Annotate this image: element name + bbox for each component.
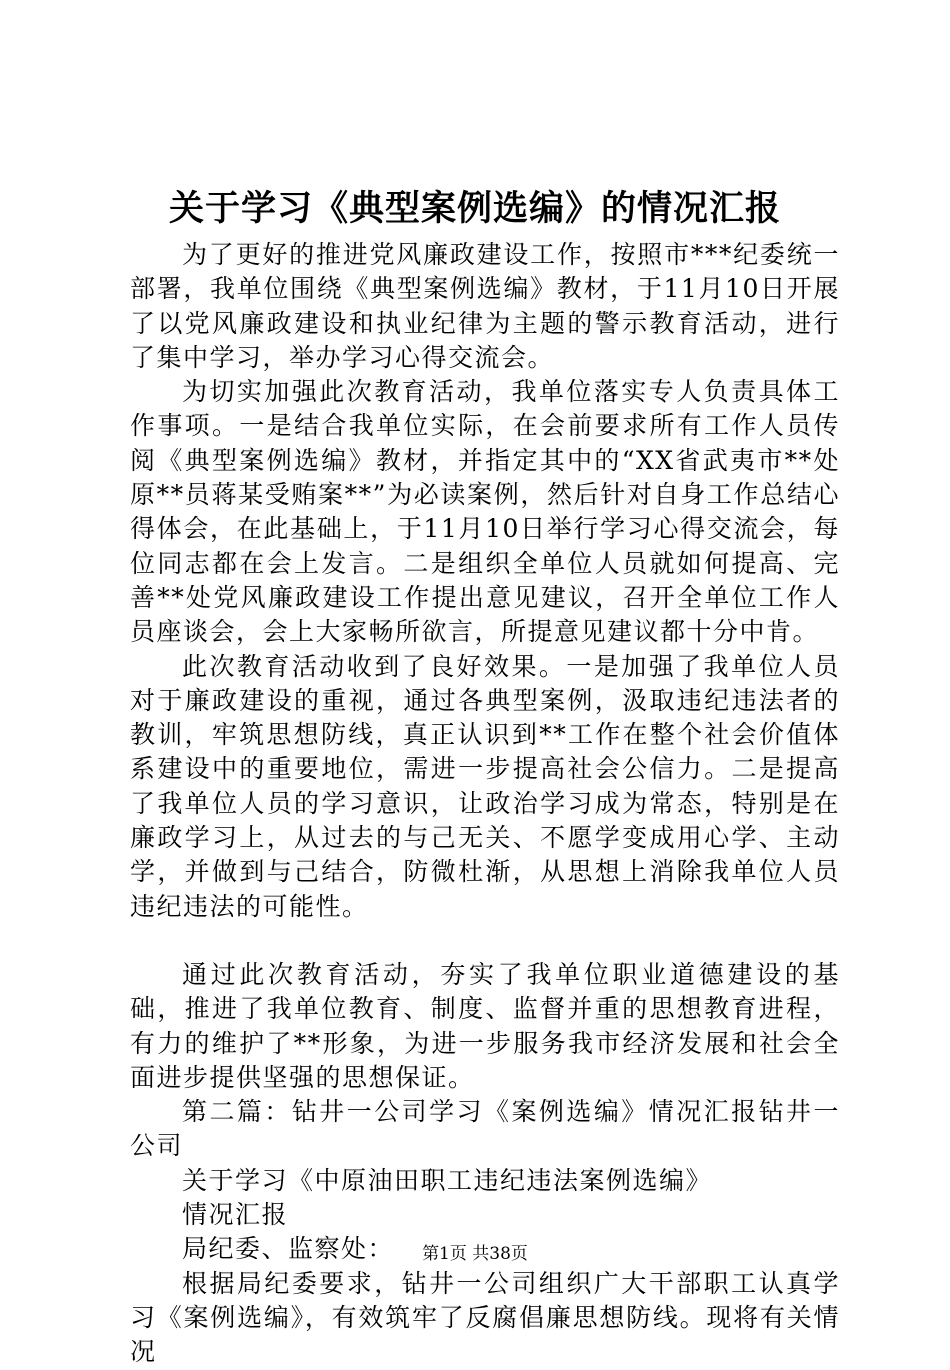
paragraph-results: 此次教育活动收到了良好效果。一是加强了我单位人员对于廉政建设的重视，通过各典型案例，汲取违纪违法者的教训，牢筑思想防线，真正认识到**工作在整个社会价值体系建设中的重要地位，需进一步提高社会公信力。二是提高了我单位人员的学习意识，让政治学习成为常态，特别是在廉政学习上，从过去的与己无关、不愿学变成用心学、主动学，并做到与己结合，防微杜渐，从思想上消除我单位人员违纪违法的可能性。 <box>130 651 840 921</box>
paragraph-second-part-heading: 第二篇：钻井一公司学习《案例选编》情况汇报钻井一公司 <box>130 1097 840 1161</box>
paragraph-report-body: 根据局纪委要求，钻井一公司组织广大干部职工认真学习《案例选编》，有效筑牢了反腐倡廉思想防线。现将有关情况 <box>130 1268 840 1367</box>
page-number-footer: 第1页 共38页 <box>422 1244 528 1264</box>
paragraph-conclusion: 通过此次教育活动，夯实了我单位职业道德建设的基础，推进了我单位教育、制度、监督并重的思想教育进程，有力的维护了**形象，为进一步服务我市经济发展和社会全面进步提供坚强的思想保证。 <box>130 959 840 1092</box>
document-title: 关于学习《典型案例选编》的情况汇报 <box>168 188 781 229</box>
paragraph-report-title-line1: 关于学习《中原油田职工违纪违法案例选编》 <box>182 1165 713 1195</box>
paragraph-report-title-line2: 情况汇报 <box>182 1200 289 1230</box>
paragraph-intro: 为了更好的推进党风廉政建设工作，按照市***纪委统一部署，我单位围绕《典型案例选编》教材，于11月10日开展了以党风廉政建设和执业纪律为主题的警示教育活动，进行了集中学习，举办学习心得交流会。 <box>130 240 840 372</box>
paragraph-measures: 为切实加强此次教育活动，我单位落实专人负责具体工作事项。一是结合我单位实际，在会前要求所有工作人员传阅《典型案例选编》教材，并指定其中的“XX省武夷市**处原**员蒋某受贿案**”为必读案例，然后针对自身工作总结心得体会，在此基础上，于11月10日举行学习心得交流会，每位同志都在会上发言。二是组织全单位人员就如何提高、完善**处党风廉政建设工作提出意见建议，召开全单位工作人员座谈会，会上大家畅所欲言，所提意见建议都十分中肯。 <box>130 377 840 647</box>
paragraph-recipient: 局纪委、监察处： <box>182 1234 395 1264</box>
document-body <box>130 238 840 1370</box>
